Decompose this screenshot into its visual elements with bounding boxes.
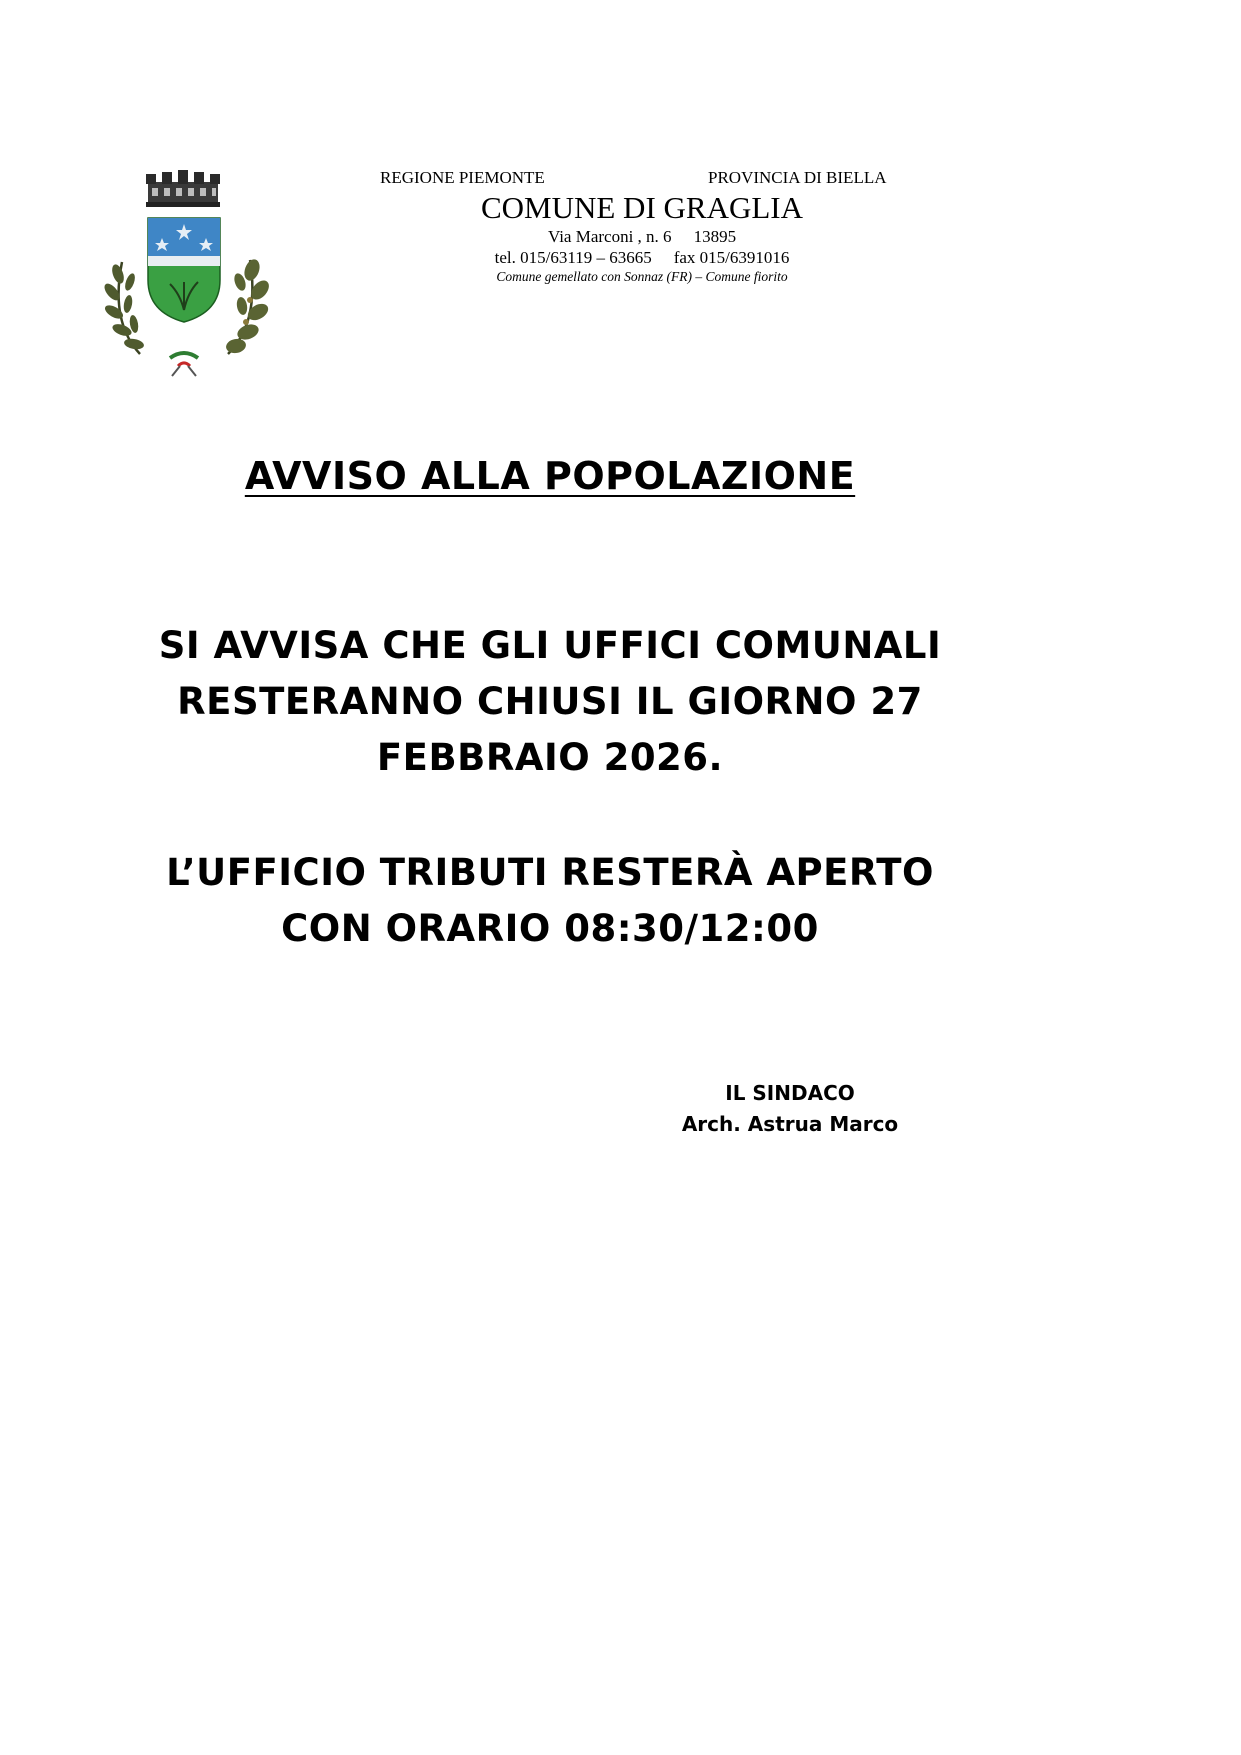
laurel-branch-icon	[102, 262, 145, 354]
closure-line: SI AVVISA CHE GLI UFFICI COMUNALI	[158, 624, 942, 667]
crown-icon	[146, 170, 220, 207]
ribbon-icon	[170, 353, 198, 376]
tax-office-paragraph	[0, 845, 1100, 957]
phone-number: tel. 015/63119 – 63665	[494, 248, 652, 267]
municipality-motto: Comune gemellato con Sonnaz (FR) – Comune fiorito	[496, 269, 788, 284]
province-label: PROVINCIA DI BIELLA	[708, 168, 887, 187]
address-street: Via Marconi , n. 6	[547, 227, 672, 246]
municipality-name: COMUNE DI GRAGLIA	[480, 190, 804, 225]
contacts-line	[374, 247, 910, 268]
address-zip: 13895	[693, 227, 737, 246]
shield-icon	[148, 218, 220, 322]
fax-number: fax 015/6391016	[673, 248, 790, 267]
coat-of-arms-icon	[100, 162, 270, 380]
closure-line: FEBBRAIO 2026.	[376, 736, 724, 779]
closure-line: RESTERANNO CHIUSI IL GIORNO 27	[177, 680, 923, 723]
signature-block	[640, 1078, 940, 1140]
signature-name: Arch. Astrua Marco	[681, 1112, 899, 1136]
tax-office-line: L’UFFICIO TRIBUTI RESTERÀ APERTO	[166, 851, 934, 894]
letterhead	[370, 168, 910, 286]
address-line	[374, 226, 910, 247]
oak-branch-icon	[225, 257, 270, 354]
closure-paragraph	[0, 618, 1100, 786]
notice-title	[0, 454, 1100, 498]
tax-office-line: CON ORARIO 08:30/12:00	[281, 907, 819, 950]
signature-role: IL SINDACO	[725, 1081, 855, 1105]
region-label: REGIONE PIEMONTE	[380, 168, 545, 187]
letterhead-top-row	[370, 168, 910, 190]
notice-title-text: AVVISO ALLA POPOLAZIONE	[244, 454, 856, 498]
